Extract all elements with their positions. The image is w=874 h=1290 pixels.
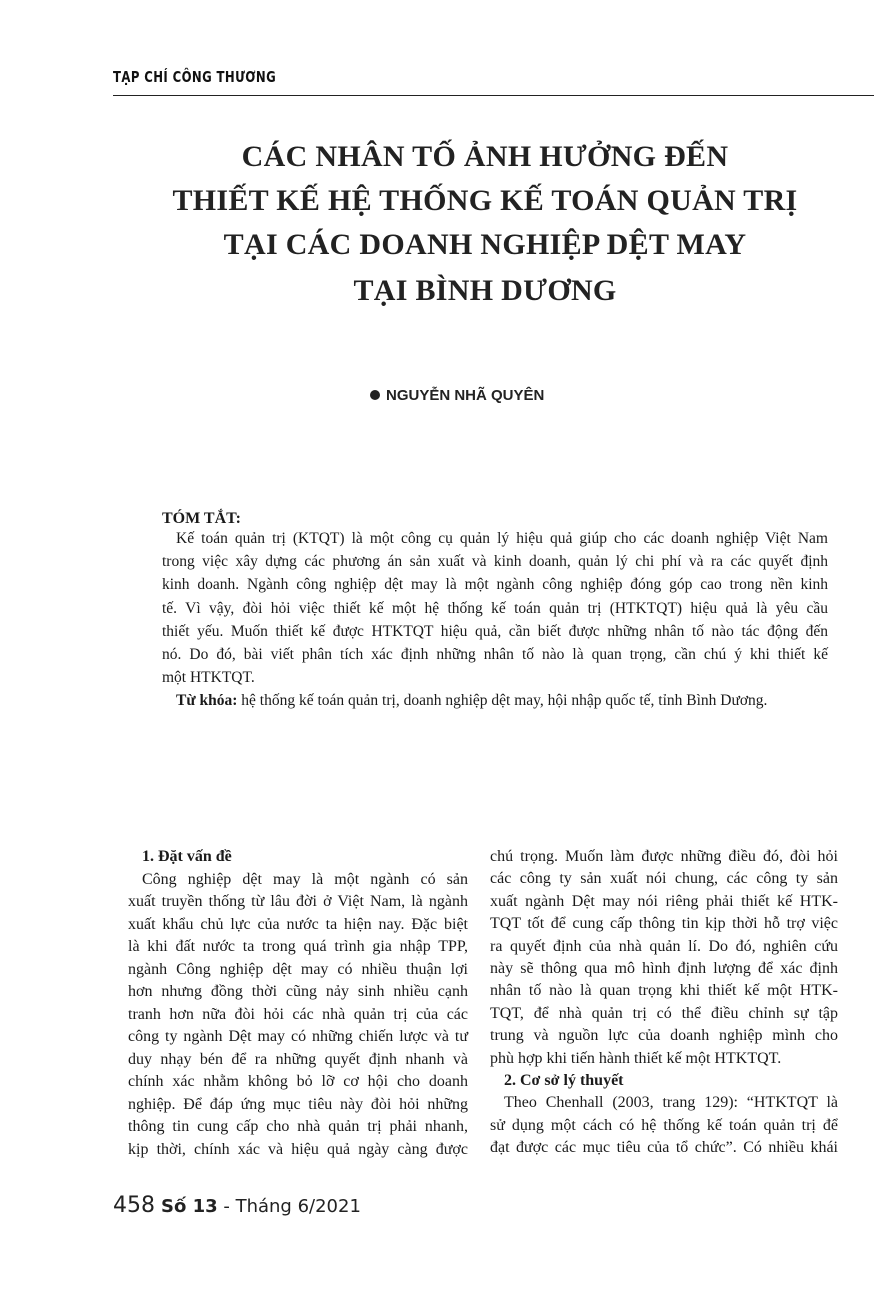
text-line: trung và nguồn lực của doanh nghiệp mình cho	[490, 1027, 838, 1045]
text-line: TQT, để nhà quản trị có thể điều chỉnh sự tập	[490, 1004, 838, 1022]
text-line: sử dụng một cách có hệ thống kế toán quản trị để	[490, 1116, 838, 1134]
keywords-line	[162, 692, 828, 710]
text-line: duy nhạy bén để ra những quyết định nhanh và	[128, 1050, 468, 1068]
text-line: Kế toán quản trị (KTQT) là một công cụ quản lý hiệu quả giúp cho các doanh nghiệp Việt Nam	[176, 530, 828, 547]
text-line: tranh hơn nữa đòi hỏi các nhà quản trị của các	[128, 1005, 468, 1023]
header-divider	[113, 95, 874, 96]
text-line: phù hợp khi tiến hành thiết kế một HTKTQT.	[490, 1049, 782, 1067]
text-line: này sẽ thông qua mô hình định lượng để xác định	[490, 960, 838, 977]
keywords-label: Từ khóa:	[176, 692, 238, 709]
text-line: các công ty sản xuất nói chung, các công ty sản	[490, 870, 838, 888]
page-footer	[113, 1193, 361, 1218]
author-name: NGUYỄN NHÃ QUYÊN	[386, 387, 545, 404]
text-line: đạt được các mục tiêu của tổ chức”. Có nhiều khái	[490, 1139, 838, 1157]
text-line: công ty ngành Dệt may có những chiến lược và tư	[128, 1028, 468, 1045]
text-line: nó. Do đó, bài viết phân tích xác định những nhân tố nào là quan trọng, cần chú ý khi thiết kế	[162, 646, 828, 663]
author-line	[370, 387, 544, 404]
text-line: hơn nhưng đồng thời cũng nảy sinh nhiều cạnh	[128, 983, 468, 1000]
text-line: kịp thời, chính xác và hiệu quả ngày càng được	[128, 1140, 468, 1158]
abstract-heading: TÓM TẮT:	[162, 510, 241, 527]
text-line: Công nghiệp dệt may là một ngành có sản	[142, 870, 468, 888]
issue-number: Số 13	[161, 1196, 218, 1217]
section-heading: 1. Đặt vấn đề	[142, 848, 232, 865]
text-line: trong việc xây dựng các phương án sản xuất và kinh doanh, quản lý chi phí và ra các quyết định	[162, 553, 828, 571]
text-line: chính xác nhằm không bỏ lỡ cơ hội cho doanh	[128, 1073, 468, 1090]
section-heading: 2. Cơ sở lý thuyết	[504, 1072, 624, 1089]
text-line: một HTKTQT.	[162, 669, 255, 687]
text-line: xuất truyền thống từ lâu đời ở Việt Nam, là ngành	[128, 893, 468, 910]
text-line: thiết yếu. Muốn thiết kế được HTKTQT hiệu quả, cần biết được những nhân tố nào tác động đến	[162, 622, 828, 640]
article-title-line: THIẾT KẾ HỆ THỐNG KẾ TOÁN QUẢN TRỊ	[172, 184, 798, 217]
text-line: là khi đất nước ta trong quá trình gia nhập TPP,	[128, 938, 468, 955]
issue-date: - Tháng 6/2021	[217, 1196, 361, 1217]
text-line: nghiệp. Để đáp ứng mục tiêu này đòi hỏi những	[128, 1095, 468, 1113]
text-line: kinh doanh. Ngành công nghiệp dệt may là một ngành công nghiệp đóng góp cao trong nền kinh	[162, 576, 828, 594]
keywords-text: hệ thống kế toán quản trị, doanh nghiệp dệt may, hội nhập quốc tế, tỉnh Bình Dương.	[237, 692, 768, 709]
bullet-icon	[370, 390, 380, 400]
text-line: TQT tốt để cung cấp thông tin kịp thời hỗ trợ việc	[490, 915, 838, 933]
text-line: ra quyết định của nhà quản lí. Do đó, nghiên cứu	[490, 937, 838, 955]
text-line: Theo Chenhall (2003, trang 129): “HTKTQT là	[504, 1094, 838, 1112]
text-line: ngành Công nghiệp dệt may có nhiều thuận lợi	[128, 960, 468, 978]
page-number: 458	[113, 1193, 155, 1218]
text-line: xuất khẩu chủ lực của nước ta hiện nay. Đặc biệt	[128, 915, 468, 933]
text-line: tế. Vì vậy, đòi hỏi việc thiết kế một hệ thống kế toán quản trị (HTKTQT) hiệu quả là yêu cầu	[162, 599, 828, 617]
journal-header: TẠP CHÍ CÔNG THƯƠNG	[113, 68, 277, 86]
article-title-line: TẠI BÌNH DƯƠNG	[353, 274, 617, 307]
text-line: chú trọng. Muốn làm được những điều đó, đòi hỏi	[490, 848, 838, 865]
article-title-line: CÁC NHÂN TỐ ẢNH HƯỞNG ĐẾN	[241, 140, 729, 173]
text-line: nhân tố nào là quan trọng khi thiết kế một HTK-	[490, 982, 838, 1000]
text-line: thông tin cung cấp cho nhà quản trị phải nhanh,	[128, 1118, 468, 1135]
article-title-line: TẠI CÁC DOANH NGHIỆP DỆT MAY	[223, 228, 747, 261]
text-line: xuất ngành Dệt may nói riêng phải thiết kế HTK-	[490, 892, 838, 910]
